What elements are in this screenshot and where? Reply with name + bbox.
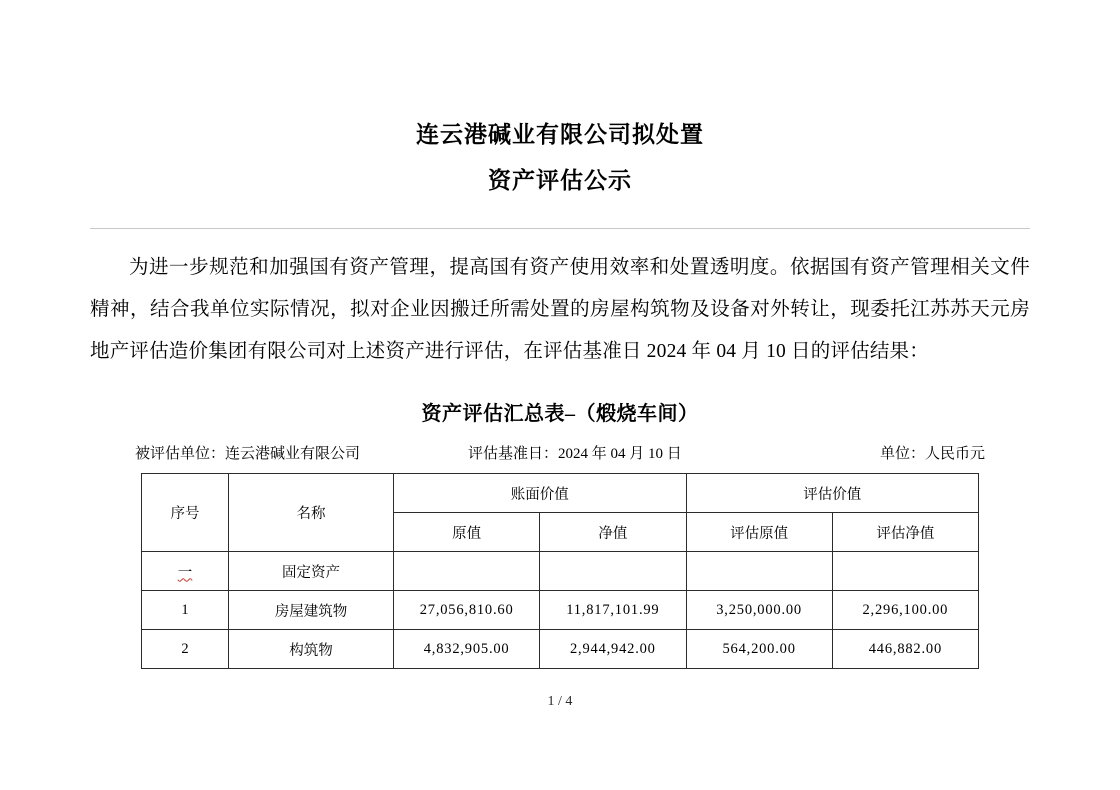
page-title-line-1: 连云港碱业有限公司拟处置 bbox=[416, 122, 704, 147]
page-title-line-2: 资产评估公示 bbox=[488, 168, 632, 193]
cell-appraised-net: 446,882.00 bbox=[832, 630, 978, 669]
table-row bbox=[142, 552, 979, 591]
header-appraised-original: 评估原值 bbox=[686, 513, 832, 552]
header-no: 序号 bbox=[142, 474, 229, 552]
cell-book-original: 4,832,905.00 bbox=[394, 630, 540, 669]
header-appraised-value: 评估价值 bbox=[686, 474, 979, 513]
table-header-row-1 bbox=[142, 474, 979, 513]
cell-appraised-original bbox=[686, 552, 832, 591]
cell-appraised-net: 2,296,100.00 bbox=[832, 591, 978, 630]
cell-book-net bbox=[540, 552, 686, 591]
cell-book-net: 2,944,942.00 bbox=[540, 630, 686, 669]
cell-appraised-net bbox=[832, 552, 978, 591]
cell-book-original: 27,056,810.60 bbox=[394, 591, 540, 630]
cell-appraised-original: 564,200.00 bbox=[686, 630, 832, 669]
cell-name: 房屋建筑物 bbox=[229, 591, 394, 630]
header-name: 名称 bbox=[229, 474, 394, 552]
cell-name: 构筑物 bbox=[229, 630, 394, 669]
header-book-original: 原值 bbox=[394, 513, 540, 552]
cell-book-net: 11,817,101.99 bbox=[540, 591, 686, 630]
asset-summary-table bbox=[141, 473, 979, 669]
table-body bbox=[142, 552, 979, 669]
header-appraised-net: 评估净值 bbox=[832, 513, 978, 552]
table-row bbox=[142, 591, 979, 630]
cell-name: 固定资产 bbox=[229, 552, 394, 591]
header-book-net: 净值 bbox=[540, 513, 686, 552]
header-book-value: 账面价值 bbox=[394, 474, 687, 513]
table-meta-row bbox=[135, 442, 985, 463]
table-title: 资产评估汇总表–（煅烧车间） bbox=[421, 403, 699, 425]
cell-no: 2 bbox=[142, 630, 229, 669]
cell-book-original bbox=[394, 552, 540, 591]
meta-base-date: 评估基准日：2024 年 04 月 10 日 bbox=[468, 446, 682, 462]
document-title-block bbox=[0, 112, 1120, 204]
intro-paragraph: 为进一步规范和加强国有资产管理，提高国有资产使用效率和处置透明度。依据国有资产管理相关文件精神，结合我单位实际情况，拟对企业因搬迁所需处置的房屋构筑物及设备对外转让，现委托江苏苏天元房地产评估造价集团有限公司对上述资产进行评估，在评估基准日 2024 年 04 月 10 日的评估结果： bbox=[90, 257, 1030, 362]
page-number: 1 / 4 bbox=[547, 694, 573, 709]
meta-entity: 被评估单位：连云港碱业有限公司 bbox=[135, 446, 361, 462]
meta-unit: 单位：人民币元 bbox=[879, 446, 985, 462]
title-divider bbox=[90, 228, 1030, 229]
cell-no: 一 bbox=[142, 552, 229, 591]
cell-no: 1 bbox=[142, 591, 229, 630]
table-row bbox=[142, 630, 979, 669]
cell-appraised-original: 3,250,000.00 bbox=[686, 591, 832, 630]
